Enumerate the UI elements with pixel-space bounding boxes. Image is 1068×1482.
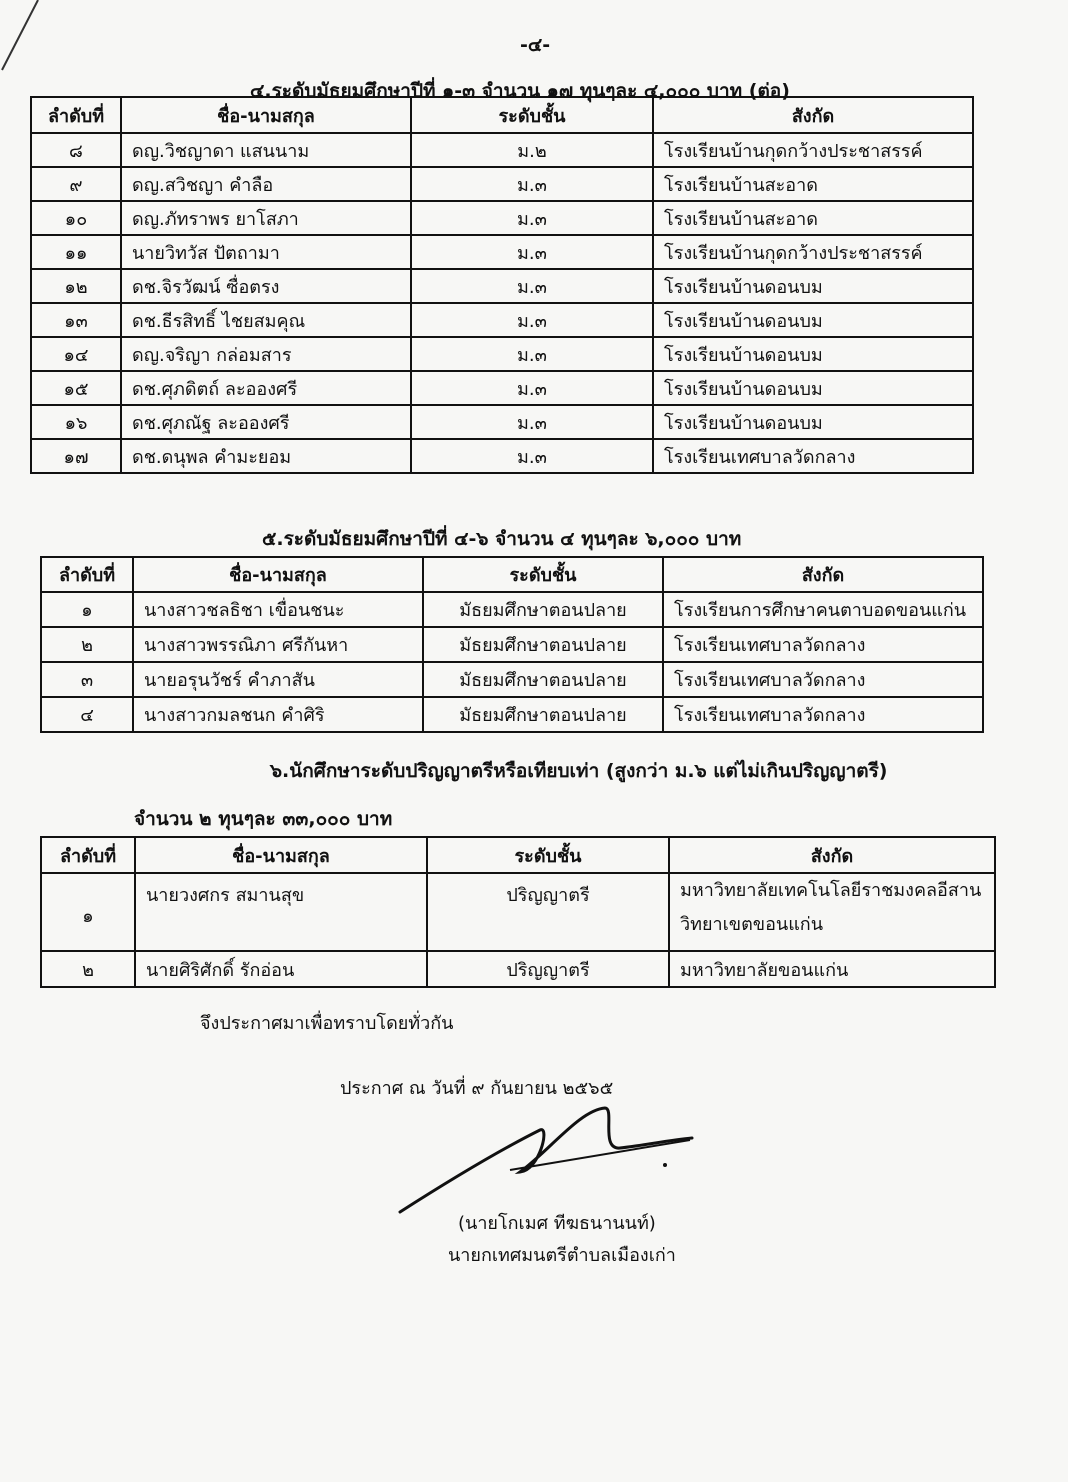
cell-order: ๙ [31,167,121,201]
cell-order: ๑๓ [31,303,121,337]
cell-name: นายศิริศักดิ์ รักอ่อน [135,951,427,987]
header-level: ระดับชั้น [423,557,663,592]
table-row [41,697,983,732]
cell-order: ๑๖ [31,405,121,439]
cell-affiliation: โรงเรียนเทศบาลวัดกลาง [663,697,983,732]
cell-level: ปริญญาตรี [427,873,669,951]
cell-level: ม.๒ [411,133,653,167]
header-name: ชื่อ-นามสกุล [121,97,411,133]
header-name: ชื่อ-นามสกุล [133,557,423,592]
cell-affiliation: โรงเรียนบ้านดอนบม [653,337,973,371]
header-affiliation: สังกัด [653,97,973,133]
header-name: ชื่อ-นามสกุล [135,837,427,873]
cell-name: ดญ.ภัทราพร ยาโสภา [121,201,411,235]
cell-order: ๑ [41,592,133,627]
cell-affiliation: โรงเรียนเทศบาลวัดกลาง [663,662,983,697]
cell-order: ๑๔ [31,337,121,371]
cell-level: ม.๓ [411,405,653,439]
page-number: -๔- [520,34,551,56]
section5-title: ๕.ระดับมัธยมศึกษาปีที่ ๔-๖ จำนวน ๔ ทุนๆละ ๖,๐๐๐ บาท [262,528,742,550]
cell-name: ดช.ศุภดิตถ์ ละอองศรี [121,371,411,405]
cell-name: ดช.จิรวัฒน์ ซื่อตรง [121,269,411,303]
cell-affiliation: โรงเรียนบ้านดอนบม [653,303,973,337]
cell-level: มัธยมศึกษาตอนปลาย [423,697,663,732]
header-order: ลำดับที่ [31,97,121,133]
cell-name: นายอรุนวัชร์ คำภาสัน [133,662,423,697]
cell-name: ดช.ธีรสิทธิ์ ไชยสมคุณ [121,303,411,337]
cell-level: ม.๓ [411,201,653,235]
cell-name: ดช.ศุภณัฐ ละอองศรี [121,405,411,439]
table-header-row [31,97,973,133]
cell-affiliation: โรงเรียนเทศบาลวัดกลาง [663,627,983,662]
closing-statement: จึงประกาศมาเพื่อทราบโดยทั่วกัน [200,1013,454,1034]
cell-level: ม.๓ [411,371,653,405]
table-row [31,303,973,337]
cell-order: ๒ [41,951,135,987]
table-row [31,337,973,371]
cell-level: มัธยมศึกษาตอนปลาย [423,592,663,627]
cell-level: ม.๓ [411,167,653,201]
cell-name: นางสาวกมลชนก คำศิริ [133,697,423,732]
cell-order: ๑๑ [31,235,121,269]
cell-name: นางสาวพรรณิภา ศรีกันหา [133,627,423,662]
header-level: ระดับชั้น [411,97,653,133]
cell-affiliation: โรงเรียนบ้านสะอาด [653,201,973,235]
affiliation-line-2: วิทยาเขตขอนแก่น [680,914,823,935]
cell-order: ๑๐ [31,201,121,235]
cell-level: ม.๓ [411,235,653,269]
table-row [41,873,995,951]
cell-order: ๑๕ [31,371,121,405]
cell-name: นางสาวชลธิชา เขื่อนชนะ [133,592,423,627]
cell-affiliation: โรงเรียนเทศบาลวัดกลาง [653,439,973,473]
cell-order: ๓ [41,662,133,697]
section6-title: ๖.นักศึกษาระดับปริญญาตรีหรือเทียบเท่า (สูงกว่า ม.๖ แต่ไม่เกินปริญญาตรี) [270,760,888,782]
table-row [31,439,973,473]
cell-level: มัธยมศึกษาตอนปลาย [423,662,663,697]
table-row [41,662,983,697]
table-row [41,951,995,987]
table-row [31,201,973,235]
cell-level: ม.๓ [411,303,653,337]
cell-name: นายวงศกร สมานสุข [135,873,427,951]
cell-order: ๑๗ [31,439,121,473]
cell-affiliation: โรงเรียนบ้านกุดกว้างประชาสรรค์ [653,133,973,167]
section6-subtitle: จำนวน ๒ ทุนๆละ ๓๓,๐๐๐ บาท [134,808,393,830]
cell-level: ม.๓ [411,439,653,473]
cell-affiliation: โรงเรียนการศึกษาคนตาบอดขอนแก่น [663,592,983,627]
table-row [31,235,973,269]
cell-affiliation: โรงเรียนบ้านสะอาด [653,167,973,201]
table-row [31,405,973,439]
table-row [31,167,973,201]
cell-order: ๑ [41,873,135,951]
section4-table [30,96,974,474]
table-row [41,592,983,627]
cell-name: นายวิทวัส ปัตถามา [121,235,411,269]
section6-table [40,836,996,988]
table-row [31,371,973,405]
cell-order: ๒ [41,627,133,662]
cell-level: ปริญญาตรี [427,951,669,987]
signer-position: นายกเทศมนตรีตำบลเมืองเก่า [448,1245,676,1266]
cell-affiliation: มหาวิทยาลัยขอนแก่น [669,951,995,987]
announcement-date: ประกาศ ณ วันที่ ๙ กันยายน ๒๕๖๕ [340,1078,614,1099]
header-order: ลำดับที่ [41,557,133,592]
cell-order: ๔ [41,697,133,732]
table-row [31,269,973,303]
cell-level: ม.๓ [411,337,653,371]
cell-affiliation: โรงเรียนบ้านดอนบม [653,371,973,405]
cell-affiliation: โรงเรียนบ้านดอนบม [653,269,973,303]
cell-name: ดช.ดนุพล คำมะยอม [121,439,411,473]
header-level: ระดับชั้น [427,837,669,873]
table-header-row [41,837,995,873]
signature [390,1100,700,1225]
header-order: ลำดับที่ [41,837,135,873]
table-row [41,627,983,662]
signer-name: (นายโกเมศ ทีฆธนานนท์) [458,1213,656,1234]
header-affiliation: สังกัด [663,557,983,592]
cell-level: ม.๓ [411,269,653,303]
cell-affiliation: โรงเรียนบ้านกุดกว้างประชาสรรค์ [653,235,973,269]
page-edge-mark [0,0,40,80]
table-header-row [41,557,983,592]
cell-order: ๘ [31,133,121,167]
section4-title: ๔.ระดับมัธยมศึกษาปีที่ ๑-๓ จำนวน ๑๗ ทุนๆละ ๔,๐๐๐ บาท (ต่อ) [250,80,790,102]
header-affiliation: สังกัด [669,837,995,873]
cell-affiliation [669,873,995,951]
cell-level: มัธยมศึกษาตอนปลาย [423,627,663,662]
cell-name: ดญ.จริญา กล่อมสาร [121,337,411,371]
cell-name: ดญ.วิชญาดา แสนนาม [121,133,411,167]
cell-affiliation: โรงเรียนบ้านดอนบม [653,405,973,439]
cell-order: ๑๒ [31,269,121,303]
affiliation-line-1: มหาวิทยาลัยเทคโนโลยีราชมงคลอีสาน [680,880,982,901]
table-row [31,133,973,167]
section5-table [40,556,984,733]
cell-name: ดญ.สวิชญา คำลือ [121,167,411,201]
